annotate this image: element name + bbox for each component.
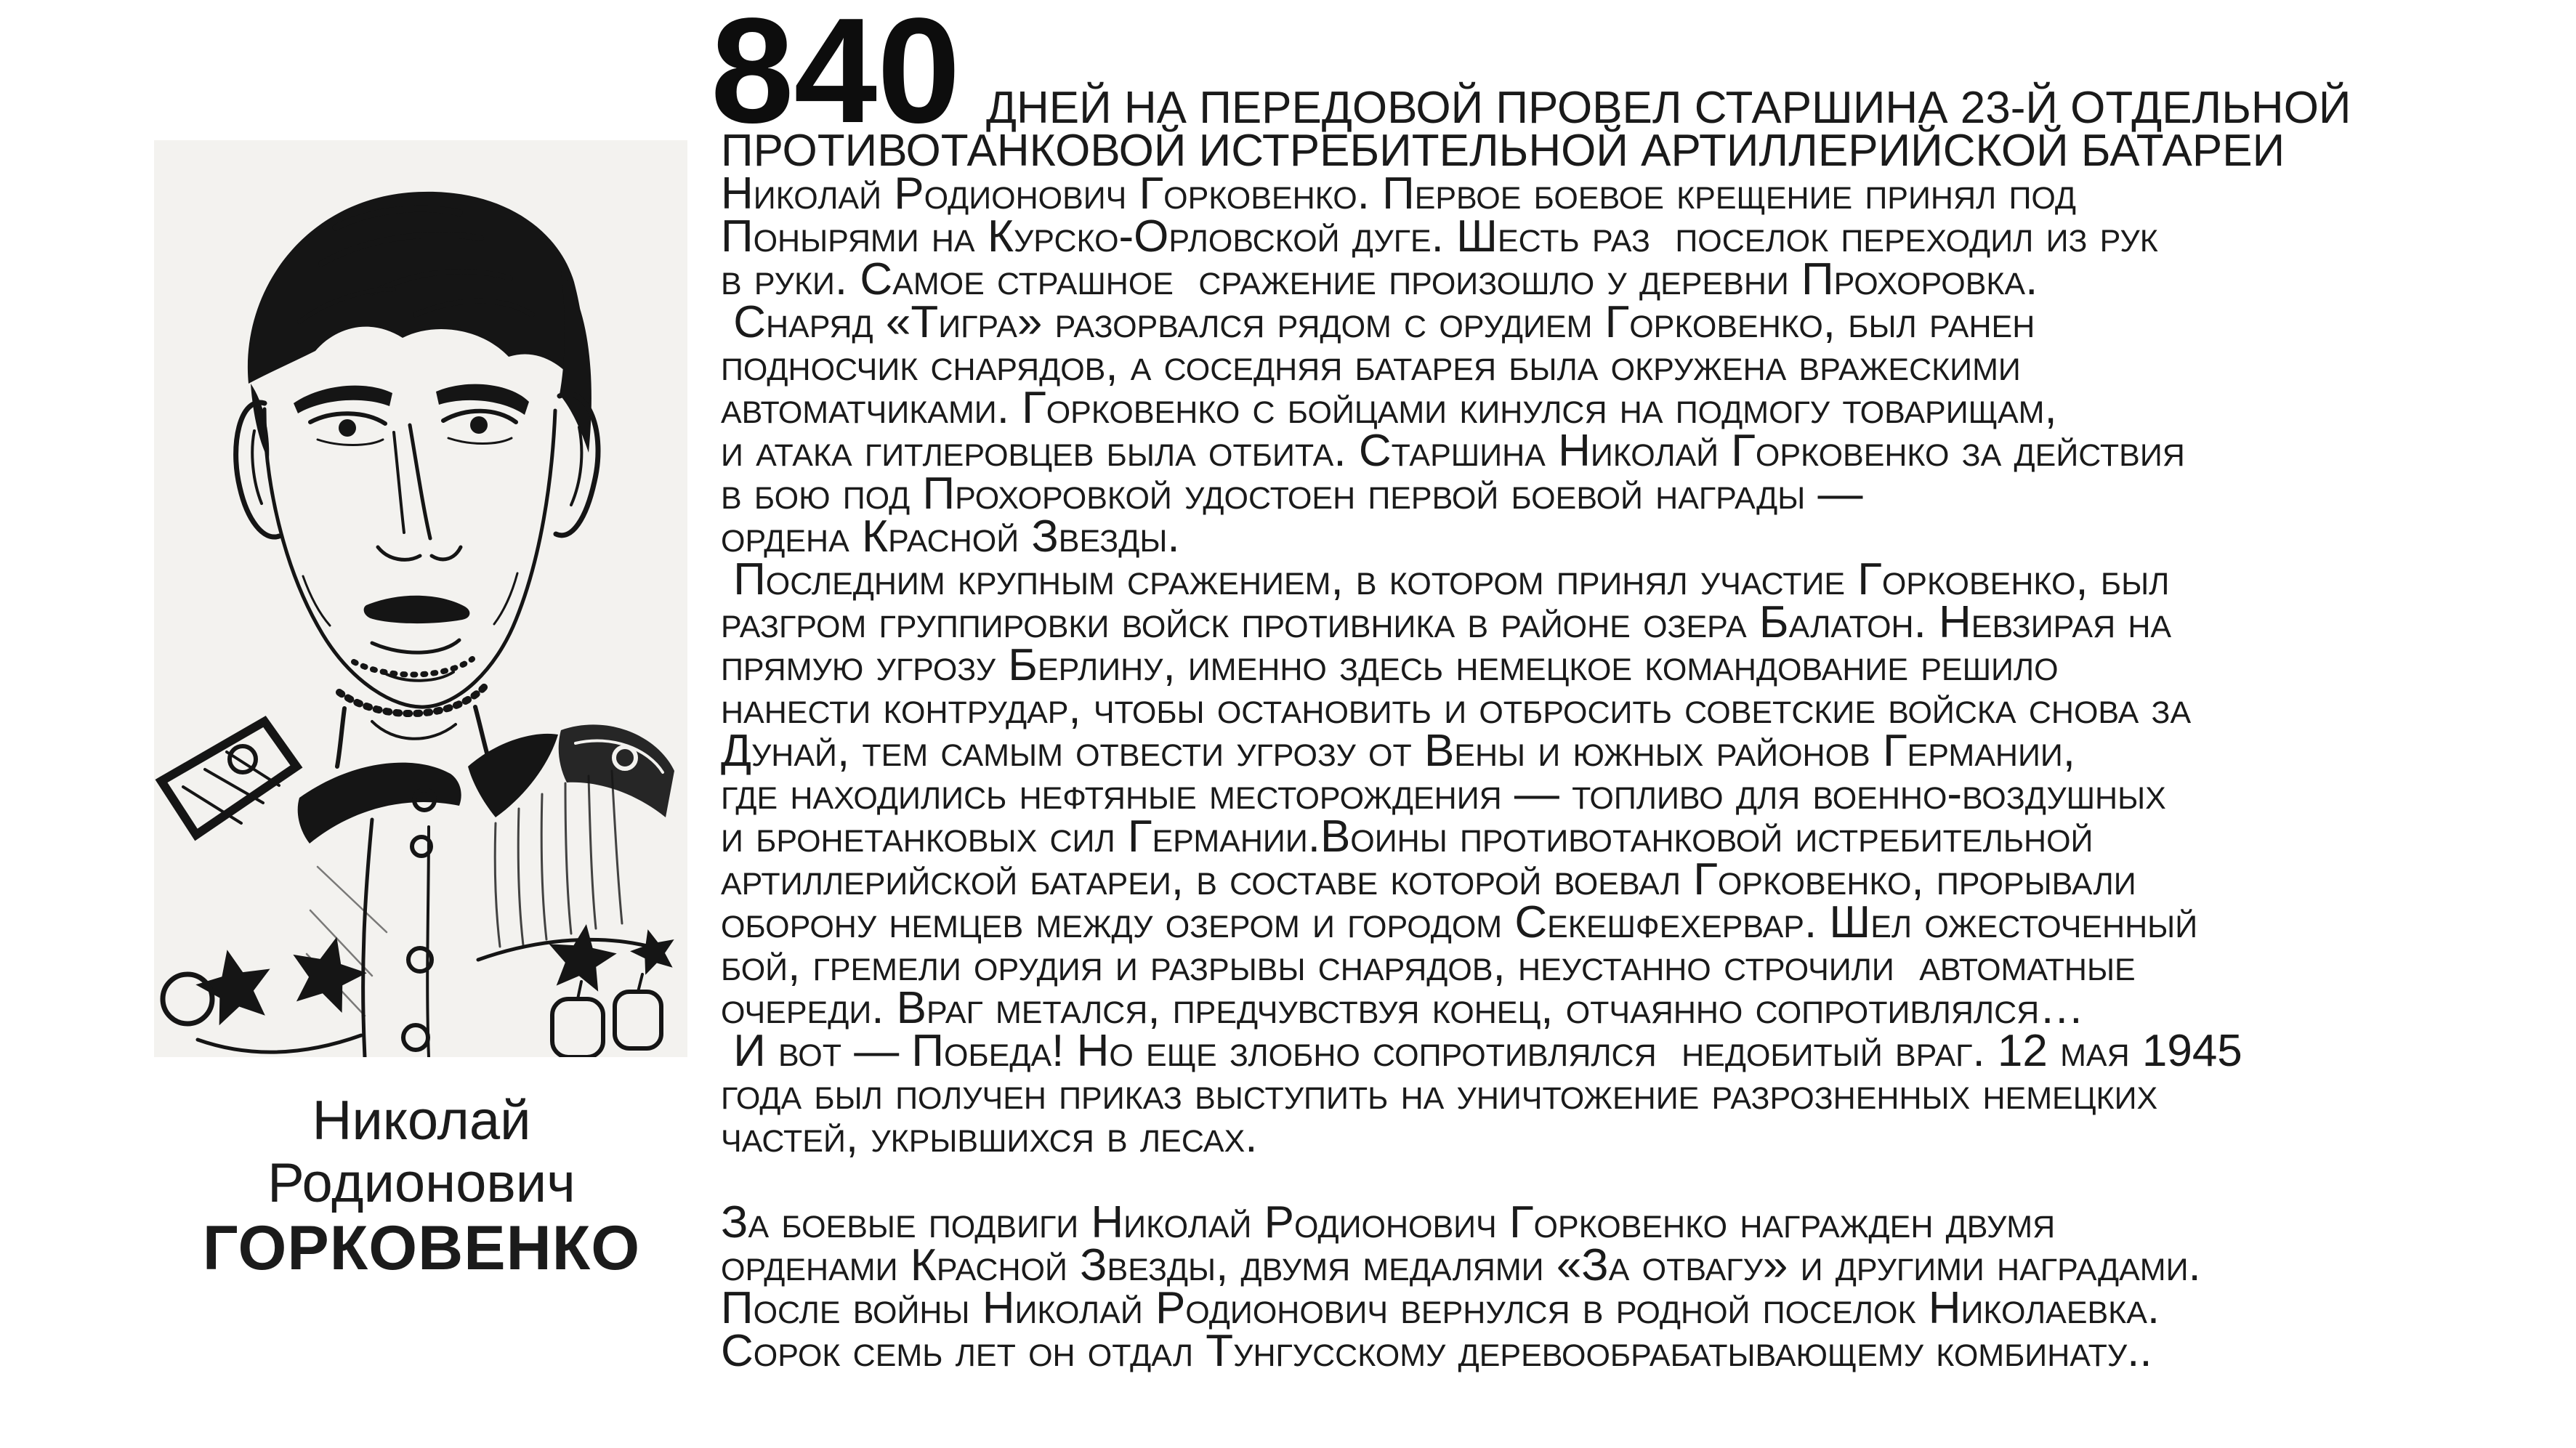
text-line: прямую угрозу Берлину, именно здесь немецкое командование решило	[721, 640, 2059, 690]
text-line	[721, 1158, 2530, 1201]
text-line: бой, гремели орудия и разрывы снарядов, неустанно строчили автоматные	[721, 940, 2136, 990]
drop-number: 840	[711, 0, 961, 154]
text-line: Снаряд «Тигра» разорвался рядом с орудием Горковенко, был ранен	[721, 297, 2035, 347]
chin-stubble	[303, 573, 517, 713]
text-line: После войны Николай Родионович вернулся в родной поселок Николаевка.	[721, 1283, 2160, 1333]
caption-surname: ГОРКОВЕНКО	[202, 1213, 641, 1283]
text-line: года был получен приказ выступить на уничтожение разрозненных немецких	[721, 1069, 2158, 1119]
portrait-illustration	[154, 140, 687, 1057]
text-line: в руки. Самое страшное сражение произошло у деревни Прохоровка.	[721, 254, 2038, 304]
text-line: разгром группировки войск противника в районе озера Балатон. Невзирая на	[721, 597, 2172, 647]
lead-line: ДНЕЙ НА ПЕРЕДОВОЙ ПРОВЕЛ СТАРШИНА 23-Й ОТДЕЛЬНОЙ	[986, 83, 2351, 133]
text-line: оборону немцев между озером и городом Секешфехервар. Шел ожесточенный	[721, 897, 2198, 947]
portrait-caption	[131, 1090, 712, 1282]
text-line: нанести контрудар, чтобы остановить и отбросить советские войска снова за	[721, 683, 2192, 733]
text-line: Последним крупным сражением, в котором принял участие Горковенко, был	[721, 554, 2170, 604]
text-line: ПРОТИВОТАНКОВОЙ ИСТРЕБИТЕЛЬНОЙ АРТИЛЛЕРИЙСКОЙ БАТАРЕИ	[721, 126, 2285, 176]
text-line: Понырями на Курско-Орловской дуге. Шесть раз поселок переходил из рук	[721, 211, 2158, 262]
text-line: автоматчиками. Горковенко с бойцами кинулся на подмогу товарищам,	[721, 383, 2057, 433]
text-line: в бою под Прохоровкой удостоен первой боевой награды —	[721, 469, 1863, 519]
text-line: частей, укрывшихся в лесах.	[721, 1112, 1258, 1162]
text-line: ордена Красной Звезды.	[721, 511, 1180, 562]
body-lines	[721, 126, 2530, 1376]
nose	[378, 425, 461, 559]
neck	[337, 707, 490, 767]
hair	[248, 192, 591, 460]
text-line: где находились нефтяные месторождения — топливо для военно-воздушных	[721, 769, 2166, 819]
star-medals-left	[163, 928, 374, 1052]
text-line: и атака гитлеровцев была отбита. Старшина Николай Горковенко за действия	[721, 426, 2185, 476]
portrait-drawing	[154, 140, 687, 1057]
text-line: и бронетанковых сил Германии.Воины противотанковой истребительной	[721, 812, 2093, 862]
caption-first-name: Николай	[312, 1090, 531, 1152]
caption-patronymic: Родионович	[267, 1152, 576, 1214]
text-line: очереди. Враг метался, предчувствуя конец, отчаянно сопротивлялся…	[721, 983, 2085, 1033]
text-line: артиллерийской батареи, в составе которой воевал Горковенко, прорывали	[721, 854, 2136, 905]
text-line: орденами Красной Звезды, двумя медалями «За отвагу» и другими наградами.	[721, 1240, 2201, 1290]
text-line: подносчик снарядов, а соседняя батарея была окружена вражескими	[721, 340, 2021, 390]
text-line: И вот — Победа! Но еще злобно сопротивлялся недобитый враг. 12 мая 1945	[721, 1026, 2242, 1076]
text-line: Дунай, тем самым отвести угрозу от Вены и южных районов Германии,	[721, 726, 2075, 776]
text-line: Сорок семь лет он отдал Тунгусскому деревообрабатывающему комбинату..	[721, 1326, 2152, 1376]
text-line: За боевые подвиги Николай Родионович Горковенко награжден двумя	[721, 1197, 2056, 1247]
text-line: Николай Родионович Горковенко. Первое боевое крещение принял под	[721, 169, 2076, 219]
